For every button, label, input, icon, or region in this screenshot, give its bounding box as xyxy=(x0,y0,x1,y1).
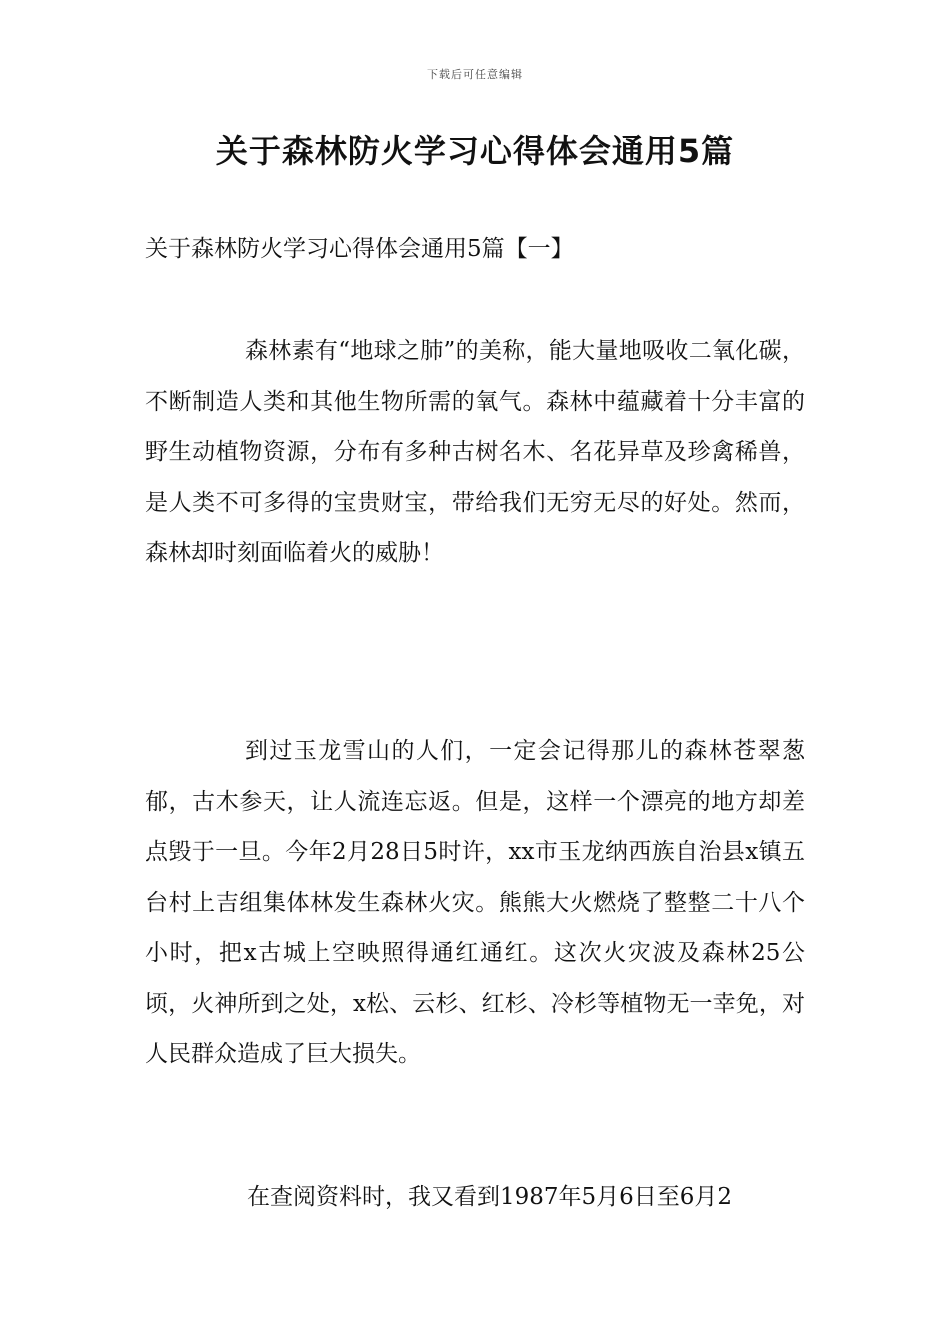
section-heading: 关于森林防火学习心得体会通用5篇【一】 xyxy=(145,236,574,262)
document-title: 关于森林防火学习心得体会通用5篇 xyxy=(215,132,735,170)
body-paragraph: 森林素有“地球之肺”的美称，能大量地吸收二氧化碳，不断制造人类和其他生物所需的氧气。森林中蕴藏着十分丰富的野生动植物资源，分布有多种古树名木、名花异草及珍禽稀兽，是人类不可多得的宝贵财宝，带给我们无穷无尽的好处。然而，森林却时刻面临着火的威胁！ xyxy=(145,338,805,566)
body-paragraph: 在查阅资料时，我又看到1987年5月6日至6月2 xyxy=(247,1184,733,1210)
body-paragraph: 到过玉龙雪山的人们，一定会记得那儿的森林苍翠葱郁，古木参天，让人流连忘返。但是，这样一个漂亮的地方却差点毁于一旦。今年2月28日5时许，xx市玉龙纳西族自治县x镇五台村上吉组集体林发生森林火灾。熊熊大火燃烧了整整二十八个小时，把x古城上空映照得通红通红。这次火灾波及森林25公顷，火神所到之处，x松、云杉、红杉、冷杉等植物无一幸免，对人民群众造成了巨大损失。 xyxy=(145,738,805,1067)
header-note: 下载后可任意编辑 xyxy=(427,68,523,81)
